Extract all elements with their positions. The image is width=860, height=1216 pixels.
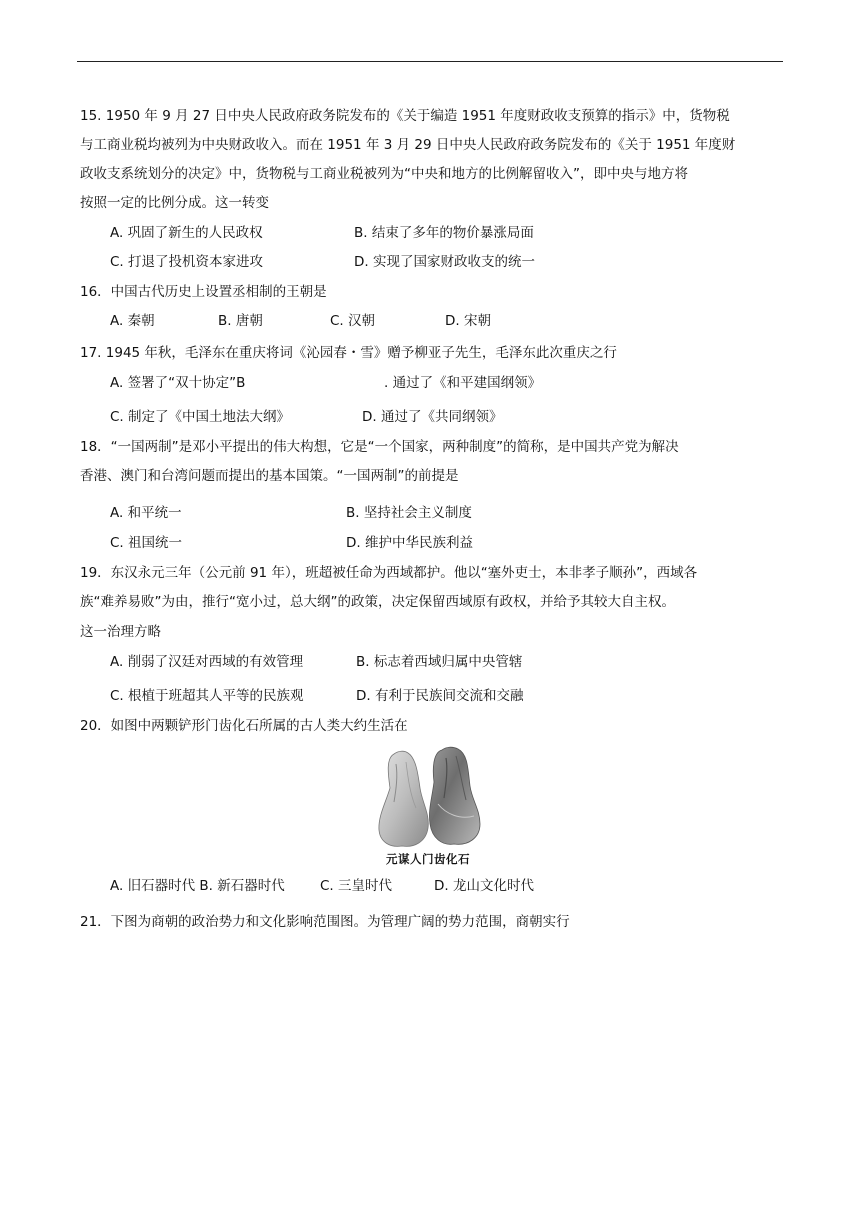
q15-option-c: C. 打退了投机资本家进攻 xyxy=(110,254,264,270)
q17-option-d: D. 通过了《共同纲领》 xyxy=(362,409,503,425)
q19-option-d: D. 有利于民族间交流和交融 xyxy=(356,688,524,704)
q16-option-c: C. 汉朝 xyxy=(330,313,376,329)
q17-option-c: C. 制定了《中国土地法大纲》 xyxy=(110,409,291,425)
q19-option-b: B. 标志着西域归属中央管辖 xyxy=(356,654,523,670)
q18-stem-line-1: 18．“一国两制”是邓小平提出的伟大构想，它是“一个国家，两种制度”的简称，是中国共产党为解决 xyxy=(80,439,679,455)
q19-stem-line-2: 族“难养易败”为由，推行“宽小过，总大纲”的政策，决定保留西域原有政权，并给予其较大自主权。 xyxy=(80,594,675,610)
q18-stem-line-2: 香港、澳门和台湾问题而提出的基本国策。“一国两制”的前提是 xyxy=(80,468,459,484)
header-rule xyxy=(77,61,783,62)
q15-stem-line-1: 15. 1950 年 9 月 27 日中央人民政府政务院发布的《关于编造 1951 年度财政收支预算的指示》中，货物税 xyxy=(80,108,730,124)
q20-option-a-b: A. 旧石器时代 B. 新石器时代 xyxy=(110,878,285,894)
q18-option-c: C. 祖国统一 xyxy=(110,535,183,551)
q20-option-c: C. 三皇时代 xyxy=(320,878,393,894)
q15-option-d: D. 实现了国家财政收支的统一 xyxy=(354,254,535,270)
q17-stem-line-1: 17. 1945 年秋，毛泽东在重庆将词《沁园春・雪》赠予柳亚子先生，毛泽东此次重庆之行 xyxy=(80,345,617,361)
figure-caption: 元谋人门齿化石 xyxy=(386,852,470,866)
q15-option-b: B. 结束了多年的物价暴涨局面 xyxy=(354,225,534,241)
q17-option-b: . 通过了《和平建国纲领》 xyxy=(384,375,542,391)
q17-option-a: A. 签署了“双十协定”B xyxy=(110,375,246,391)
q21-stem-line-1: 21．下图为商朝的政治势力和文化影响范围图。为管理广阔的势力范围，商朝实行 xyxy=(80,914,570,930)
q19-stem-line-3: 这一治理方略 xyxy=(80,624,161,640)
q16-option-d: D. 宋朝 xyxy=(445,313,491,329)
q16-stem-line-1: 16．中国古代历史上设置丞相制的王朝是 xyxy=(80,284,327,300)
q15-option-a: A. 巩固了新生的人民政权 xyxy=(110,225,263,241)
q18-option-a: A. 和平统一 xyxy=(110,505,182,521)
tooth-fossil-figure xyxy=(376,744,484,870)
q15-stem-line-2: 与工商业税均被列为中央财政收入。而在 1951 年 3 月 29 日中央人民政府政务院发布的《关于 1951 年度财 xyxy=(80,137,736,153)
q15-stem-line-3: 政收支系统划分的决定》中，货物税与工商业税被列为“中央和地方的比例解留收入”，即中央与地方将 xyxy=(80,166,688,182)
q19-option-a: A. 削弱了汉廷对西域的有效管理 xyxy=(110,654,304,670)
q19-option-c: C. 根植于班超其人平等的民族观 xyxy=(110,688,304,704)
q16-option-b: B. 唐朝 xyxy=(218,313,263,329)
q20-stem-line-1: 20．如图中两颗铲形门齿化石所属的古人类大约生活在 xyxy=(80,718,408,734)
q18-option-d: D. 维护中华民族利益 xyxy=(346,535,473,551)
q16-option-a: A. 秦朝 xyxy=(110,313,155,329)
q19-stem-line-1: 19．东汉永元三年（公元前 91 年），班超被任命为西域都护。他以“塞外吏士，本非孝子顺孙”，西域各 xyxy=(80,565,698,581)
q18-option-b: B. 坚持社会主义制度 xyxy=(346,505,472,521)
q15-stem-line-4: 按照一定的比例分成。这一转变 xyxy=(80,195,269,211)
q20-option-d: D. 龙山文化时代 xyxy=(434,878,534,894)
